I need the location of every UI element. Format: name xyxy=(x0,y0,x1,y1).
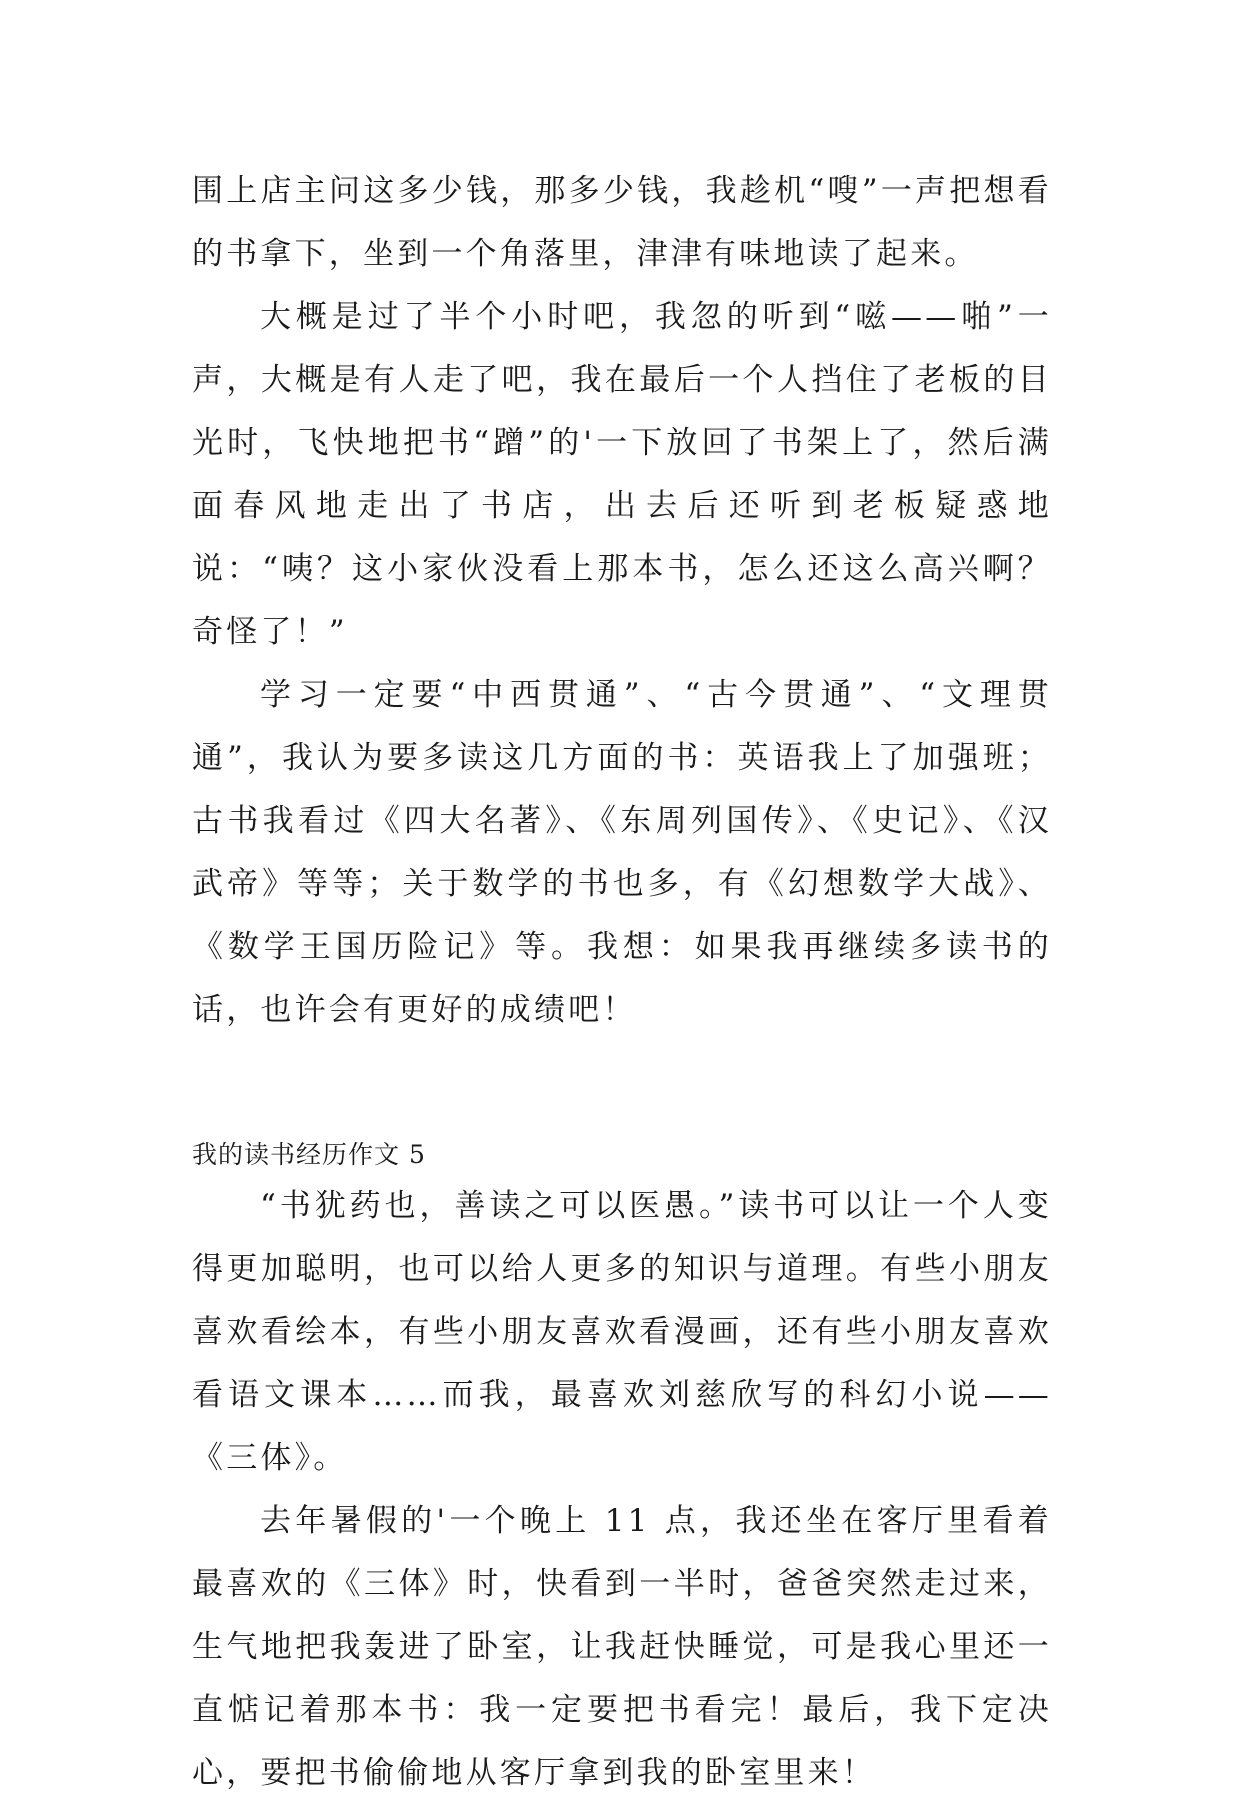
section-spacer xyxy=(192,1042,1052,1135)
section-heading: 我的读书经历作文 5 xyxy=(192,1140,426,1169)
paragraph-bookstore-reading: 围上店主问这多少钱，那多少钱，我趁机“嗖”一声把想看的书拿下，坐到一个角落里，津津有味地读了起来。 xyxy=(192,173,1052,272)
paragraph-returning-book: 大概是过了半个小时吧，我忽的听到“嗞——啪”一声，大概是有人走了吧，我在最后一个人挡住了老板的目光时，飞快地把书“蹭”的'一下放回了书架上了，然后满面春风地走出了书店，出去后还听到老板疑惑地说：“咦？这小家伙没看上那本书，怎么还这么高兴啊？奇怪了！” xyxy=(192,299,1052,650)
paragraph-study-advice: 学习一定要“中西贯通”、“古今贯通”、“文理贯通”，我认为要多读这几方面的书：英语我上了加强班；古书我看过《四大名著》、《东周列国传》、《史记》、《汉武帝》等等；关于数学的书也多，有《幻想数学大战》、《数学王国历险记》等。我想：如果我再继续多读书的话，也许会有更好的成绩吧！ xyxy=(192,677,1052,1028)
paragraph-summer-night: 去年暑假的'一个晚上 11 点，我还坐在客厅里看着最喜欢的《三体》时，快看到一半时，爸爸突然走过来，生气地把我轰进了卧室，让我赶快睡觉，可是我心里还一直惦记着那本书：我一定要把书看完！最后，我下定决心，要把书偷偷地从客厅拿到我的卧室里来！ xyxy=(192,1503,1052,1791)
paragraph-reading-intro: “书犹药也，善读之可以医愚。”读书可以让一个人变得更加聪明，也可以给人更多的知识与道理。有些小朋友喜欢看绘本，有些小朋友喜欢看漫画，还有些小朋友喜欢看语文课本……而我，最喜欢刘慈欣写的科幻小说——《三体》。 xyxy=(192,1188,1052,1476)
document-body xyxy=(192,160,1052,1805)
